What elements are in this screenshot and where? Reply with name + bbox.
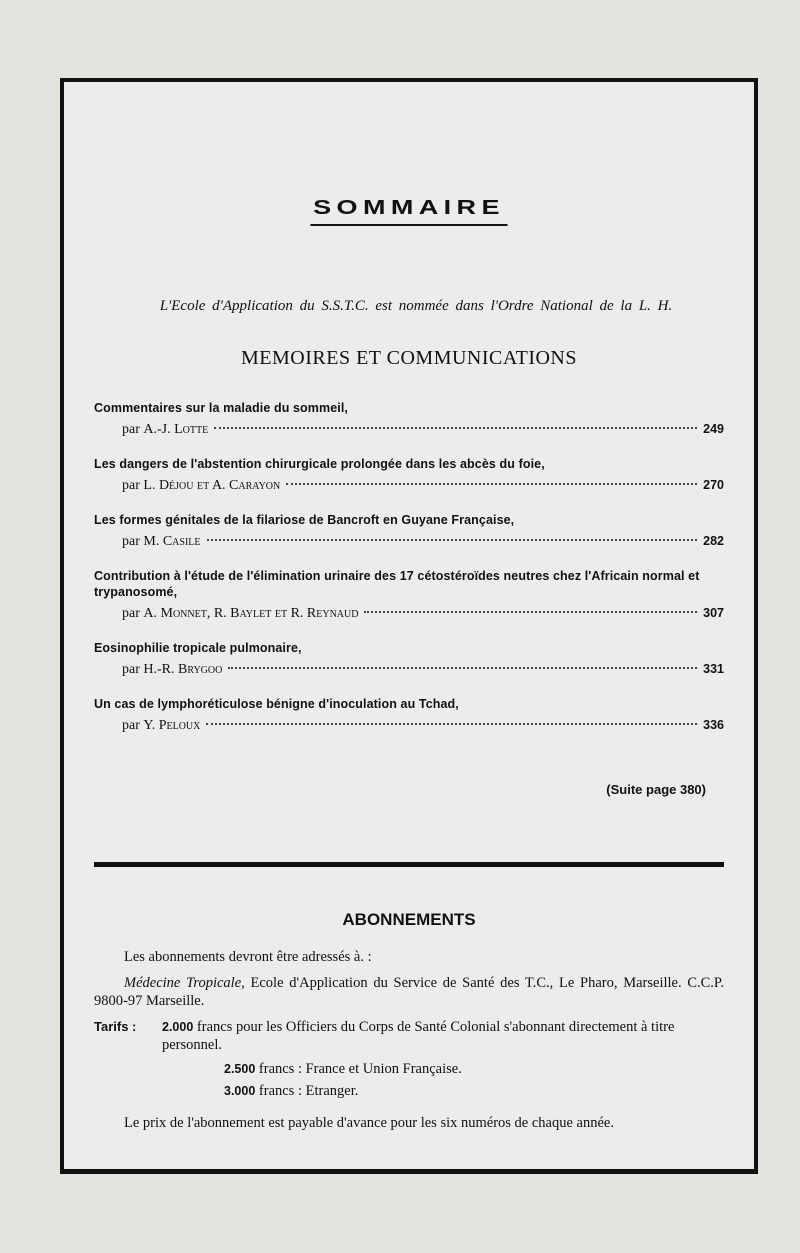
entry-page: 336	[703, 718, 724, 732]
dot-leader	[364, 611, 697, 613]
entry-authors: A.-J. Lotte	[143, 422, 209, 437]
sommaire-heading	[64, 197, 754, 226]
entry-authors: L. Déjou et A. Carayon	[143, 478, 281, 493]
dot-leader	[214, 427, 697, 429]
entry-title: Eosinophilie tropicale pulmonaire,	[94, 641, 302, 655]
entry-page: 307	[703, 606, 724, 620]
entry-byline	[122, 476, 724, 495]
entry-by: par L. Déjou et A. Carayon	[122, 478, 281, 493]
page-frame	[60, 78, 758, 1174]
entry-by: par M. Casile	[122, 534, 201, 549]
dot-leader	[206, 723, 697, 725]
entry-byline	[122, 420, 724, 439]
section-divider	[94, 862, 724, 867]
entry-byline	[122, 660, 724, 679]
tarif-text: 2.000 francs pour les Officiers du Corps de Santé Colonial s'abonnant directement à titre personnel.	[162, 1019, 675, 1053]
section-title: MEMOIRES ET COMMUNICATIONS	[241, 347, 577, 369]
sommaire-text: SOMMAIRE	[310, 197, 507, 226]
entry-page: 249	[703, 422, 724, 436]
entry-by: par Y. Peloux	[122, 718, 201, 733]
entry-authors: M. Casile	[143, 534, 201, 549]
entry-page: 282	[703, 534, 724, 548]
continued-note: (Suite page 380)	[606, 782, 706, 797]
entry-title: Commentaires sur la maladie du sommeil,	[94, 401, 348, 415]
dot-leader	[207, 539, 698, 541]
entry-byline	[122, 716, 724, 735]
tarif-row	[94, 1018, 724, 1054]
tarif-row	[162, 1082, 724, 1100]
entry-title: Contribution à l'étude de l'élimination urinaire des 17 cétostéroïdes neutres chez l'Africain normal et trypanosomé,	[94, 569, 700, 599]
entry-title: Les formes génitales de la filariose de Bancroft en Guyane Française,	[94, 513, 515, 527]
journal-name: Médecine Tropicale,	[124, 975, 245, 991]
dot-leader	[228, 667, 697, 669]
toc-entry	[94, 640, 724, 679]
entry-byline	[122, 604, 724, 623]
tarif-text: 2.500 francs : France et Union Française.	[224, 1061, 462, 1077]
tarif-text: 3.000 francs : Etranger.	[224, 1083, 359, 1099]
table-of-contents	[94, 400, 724, 752]
toc-entry	[94, 568, 724, 623]
toc-entry	[94, 512, 724, 551]
abonnements-intro: Les abonnements devront être adressés à. :	[124, 949, 372, 965]
entry-title: Les dangers de l'abstention chirurgicale prolongée dans les abcès du foie,	[94, 457, 545, 471]
abonnements-footer: Le prix de l'abonnement est payable d'avance pour les six numéros de chaque année.	[124, 1115, 614, 1131]
entry-page: 270	[703, 478, 724, 492]
tarifs-label: Tarifs :	[94, 1019, 137, 1034]
address-text: Ecole d'Application du Service de Santé des T.C., Le Pharo, Marseille. C.C.P. 9800-97 Marseille.	[94, 975, 725, 1009]
notice-line: L'Ecole d'Application du S.S.T.C. est nommée dans l'Ordre National de la L. H.	[159, 298, 673, 314]
tarif-row	[162, 1060, 724, 1078]
toc-entry	[94, 696, 724, 735]
entry-authors: Y. Peloux	[143, 718, 201, 733]
abonnements-address	[94, 974, 724, 1010]
toc-entry	[94, 456, 724, 495]
toc-entry	[94, 400, 724, 439]
abonnements-section	[94, 948, 724, 1140]
entry-authors: H.-R. Brygoo	[143, 662, 223, 677]
entry-title: Un cas de lymphoréticulose bénigne d'inoculation au Tchad,	[94, 697, 459, 711]
entry-by: par A.-J. Lotte	[122, 422, 209, 437]
dot-leader	[286, 483, 697, 485]
abonnements-title: ABONNEMENTS	[342, 910, 476, 929]
entry-byline	[122, 532, 724, 551]
entry-by: par A. Monnet, R. Baylet et R. Reynaud	[122, 606, 359, 621]
entry-authors: A. Monnet, R. Baylet et R. Reynaud	[143, 606, 359, 621]
entry-by: par H.-R. Brygoo	[122, 662, 223, 677]
entry-page: 331	[703, 662, 724, 676]
